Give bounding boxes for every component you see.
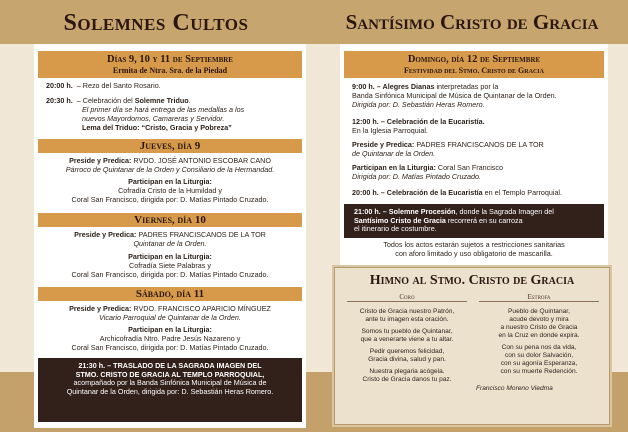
noon-mass-title: – Celebración de la Eucaristía. (378, 117, 485, 126)
verse-line: Pueblo de Quintanar, (508, 308, 570, 315)
thursday-liturgy-2: Coral San Francisco, dirigida por: D. Matías Pintado Cruzado. (71, 195, 269, 204)
hymn-author: Francisco Moreno Viedma (476, 385, 553, 392)
rosary-text: – Rezo del Santo Rosario. (76, 81, 161, 90)
hymn-verse-rule (479, 301, 599, 302)
rosary-event (46, 82, 161, 91)
chorus-line: Cristo de Gracia nuestro Patrón, (359, 308, 455, 315)
sunday-preside-name: PADRES FRANCISCANOS DE LA TOR (414, 140, 544, 149)
thursday-preside-role-text: Párroco de Quintanar de la Orden y Consiliario de la Hermandad. (65, 165, 275, 174)
triduo-time: 20:30 h. (46, 96, 73, 105)
evening-mass-event (352, 189, 562, 198)
saturday-liturgy-2: Coral San Francisco, dirigida por: D. Matías Pintado Cruzado. (71, 343, 269, 352)
chorus-stanza (345, 308, 469, 324)
thursday-liturgy-label-text: Participan en la Liturgia: (128, 177, 212, 186)
dianas-line-2: Banda Sinfónica Municipal de Música de Quintanar de la Orden. (352, 91, 557, 100)
hymn-chorus-rule (347, 301, 467, 302)
procession-time: 21:00 h. (354, 207, 381, 216)
thursday-liturgy-1: Cofradía Cristo de la Humildad y (118, 186, 222, 195)
procession-line-3: el itinerario de costumbre. (354, 224, 437, 234)
verse-line: acude devoto y mira (509, 316, 569, 323)
verse-stanza (477, 308, 601, 340)
chorus-line: Pedir queremos felicidad, (369, 348, 445, 355)
transfer-line-4: Quintanar de la Orden, dirigida por: D. Sebastián Heras Romero. (66, 386, 274, 396)
friday-title: Viernes, día 10 (134, 214, 206, 226)
friday-preside-role-text: Quintanar de la Orden. (133, 239, 207, 248)
evening-mass-time: 20:00 h. (352, 188, 379, 197)
hymn-chorus-label: Coro (399, 293, 415, 301)
friday-preside-name: PADRES FRANCISCANOS DE LA TOR (136, 230, 266, 239)
saturday-preside-name: RVDO. FRANCISCO APARICIO MÍNGUEZ (131, 304, 271, 313)
sunday-liturgy-director-text: Dirigida por: D. Matías Pintado Cruzado. (352, 172, 482, 181)
thursday-preside-role (38, 166, 302, 175)
procession-line-1-rest: , donde la Sagrada Imagen del (455, 207, 554, 216)
sunday-preside-role-text: de Quintanar de la Orden. (352, 149, 436, 158)
thursday-title: Jueves, día 9 (139, 140, 201, 152)
sanitary-note-1: Todos los actos estarán sujetos a restricciones sanitarias (383, 240, 565, 249)
triduo-note-2-text: nuevos Mayordomos, Camareras y Servidor. (82, 114, 225, 123)
chorus-stanza (345, 368, 469, 384)
chorus-line: Gracia divina, salud y pan. (368, 356, 446, 363)
hymn-title: Himno al Stmo. Cristo de Gracia (369, 273, 575, 288)
saturday-preside-role-text: Vicario Parroquial de Quintanar de la Orden. (99, 313, 241, 322)
saturday-preside-role (38, 314, 302, 323)
dianas-director: Dirigida por: D. Sebastián Heras Romero. (352, 100, 485, 109)
verse-line: Con su pena nos da vida, (501, 344, 577, 351)
triduo-text-a: – Celebración del (76, 96, 135, 105)
transfer-title: – TRASLADO DE LA SAGRADA IMAGEN DEL (105, 361, 262, 370)
transfer-time: 21:30 h. (78, 361, 106, 370)
triduo-motto (82, 124, 232, 133)
evening-mass-place: en el Templo Parroquial. (482, 188, 563, 197)
procession-line-2-rest: recorrerá en su carroza (445, 215, 523, 225)
sunday-liturgy-director (352, 173, 481, 182)
dianas-rest: interpretadas por la (434, 82, 499, 91)
friday-preside-role (38, 240, 302, 249)
sunday-title: Domingo, día 12 de Septiembre (407, 54, 541, 65)
saturday-band (38, 287, 302, 301)
rosary-time: 20:00 h. (46, 81, 73, 90)
sunday-liturgy-label: Participan en la Liturgia: (352, 163, 436, 172)
right-page-title: Santísimo Cristo de Gracia (345, 10, 599, 34)
hymn-verse-label: Estrofa (527, 293, 551, 301)
saturday-liturgy-label-text: Participan en la Liturgia: (128, 325, 212, 334)
left-page-title: Solemnes Cultos (63, 10, 249, 36)
dianas-time: 9:00 h. (352, 82, 375, 91)
triduo-text-end: . (188, 96, 191, 105)
chorus-line: ante tu imagen esta oración. (365, 316, 449, 323)
hymn-verse (477, 308, 601, 380)
friday-liturgy-2: Coral San Francisco, dirigida por: D. Matías Pintado Cruzado. (71, 270, 269, 279)
sunday-subtitle: Festividad del Stmo. Cristo de Gracia (404, 66, 544, 75)
triduo-text-bold: Solemne Triduo (134, 96, 189, 105)
verse-stanza (477, 344, 601, 376)
verse-line: con su dolor Salvación, (504, 352, 574, 359)
chorus-line: que a venerarte viene a tu altar. (360, 336, 454, 343)
chorus-stanza (345, 328, 469, 344)
transfer-announcement (38, 358, 302, 422)
sunday-preside-label: Preside y Predica: (352, 140, 415, 149)
transfer-line-2-text: STMO. CRISTO DE GRACIA AL TEMPLO PARROQUIAL, (75, 369, 265, 379)
sunday-band (344, 51, 604, 78)
saturday-liturgy-1: Archicofradía Ntro. Padre Jesús Nazareno y (99, 334, 241, 343)
friday-preside-label: Preside y Predica: (74, 230, 137, 239)
chorus-stanza (345, 348, 469, 364)
thursday-band (38, 139, 302, 153)
chorus-line: Cristo de Gracia danos tu paz. (362, 376, 452, 383)
hymn-chorus (345, 308, 469, 388)
hymn-box (334, 267, 610, 425)
thursday-preside-name: RVDO. JOSÉ ANTONIO ESCOBAR CANO (131, 156, 271, 165)
verse-line: con su agonía Esperanza, (500, 360, 578, 367)
sunday-liturgy-choir: Coral San Francisco (435, 163, 503, 172)
friday-band (38, 213, 302, 227)
triduo-dates-title: Días 9, 10 y 11 de Septiembre (107, 54, 233, 65)
triduo-dates-band (38, 51, 302, 78)
verse-line: con su muerte Redención. (500, 368, 578, 375)
dianas-line-3 (352, 101, 485, 110)
dianas-title: – Alegres Dianas (374, 82, 435, 91)
saturday-title: Sábado, día 11 (135, 288, 205, 300)
triduo-motto-text: Lema del Triduo: “Cristo, Gracia y Pobreza” (82, 123, 232, 132)
thursday-preside-label: Preside y Predica: (69, 156, 132, 165)
chorus-line: Somos tu pueblo de Quintanar, (361, 328, 453, 335)
chorus-line: Nuestra plegaria acógela. (369, 368, 445, 375)
friday-liturgy-label-text: Participan en la Liturgia: (128, 252, 212, 261)
transfer-line-3: acompañado por la Banda Sinfónica Municipal de Música de (73, 378, 267, 388)
sanitary-note-2: con aforo limitado y uso obligatorio de mascarilla. (395, 249, 553, 258)
verse-line: a nuestro Cristo de Gracia (500, 324, 578, 331)
triduo-location: Ermita de Ntra. Sra. de la Piedad (112, 66, 228, 75)
sunday-preside-role (352, 150, 435, 159)
verse-line: en la Cruz en donde expira. (498, 332, 580, 339)
evening-mass-title: – Celebración de la Eucaristía (378, 188, 483, 197)
procession-title: – Solemne Procesión (380, 207, 456, 216)
procession-announcement (344, 204, 604, 238)
saturday-preside-label: Preside y Predica: (69, 304, 132, 313)
procession-image-name: Santísimo Cristo de Gracia (354, 215, 446, 225)
friday-liturgy-1: Cofradía Siete Palabras y (129, 261, 211, 270)
noon-mass-place: En la Iglesia Parroquial. (352, 126, 428, 135)
triduo-note-1-text: El primer día se hará entrega de las medallas a los (82, 105, 245, 114)
noon-mass-time: 12:00 h. (352, 117, 379, 126)
